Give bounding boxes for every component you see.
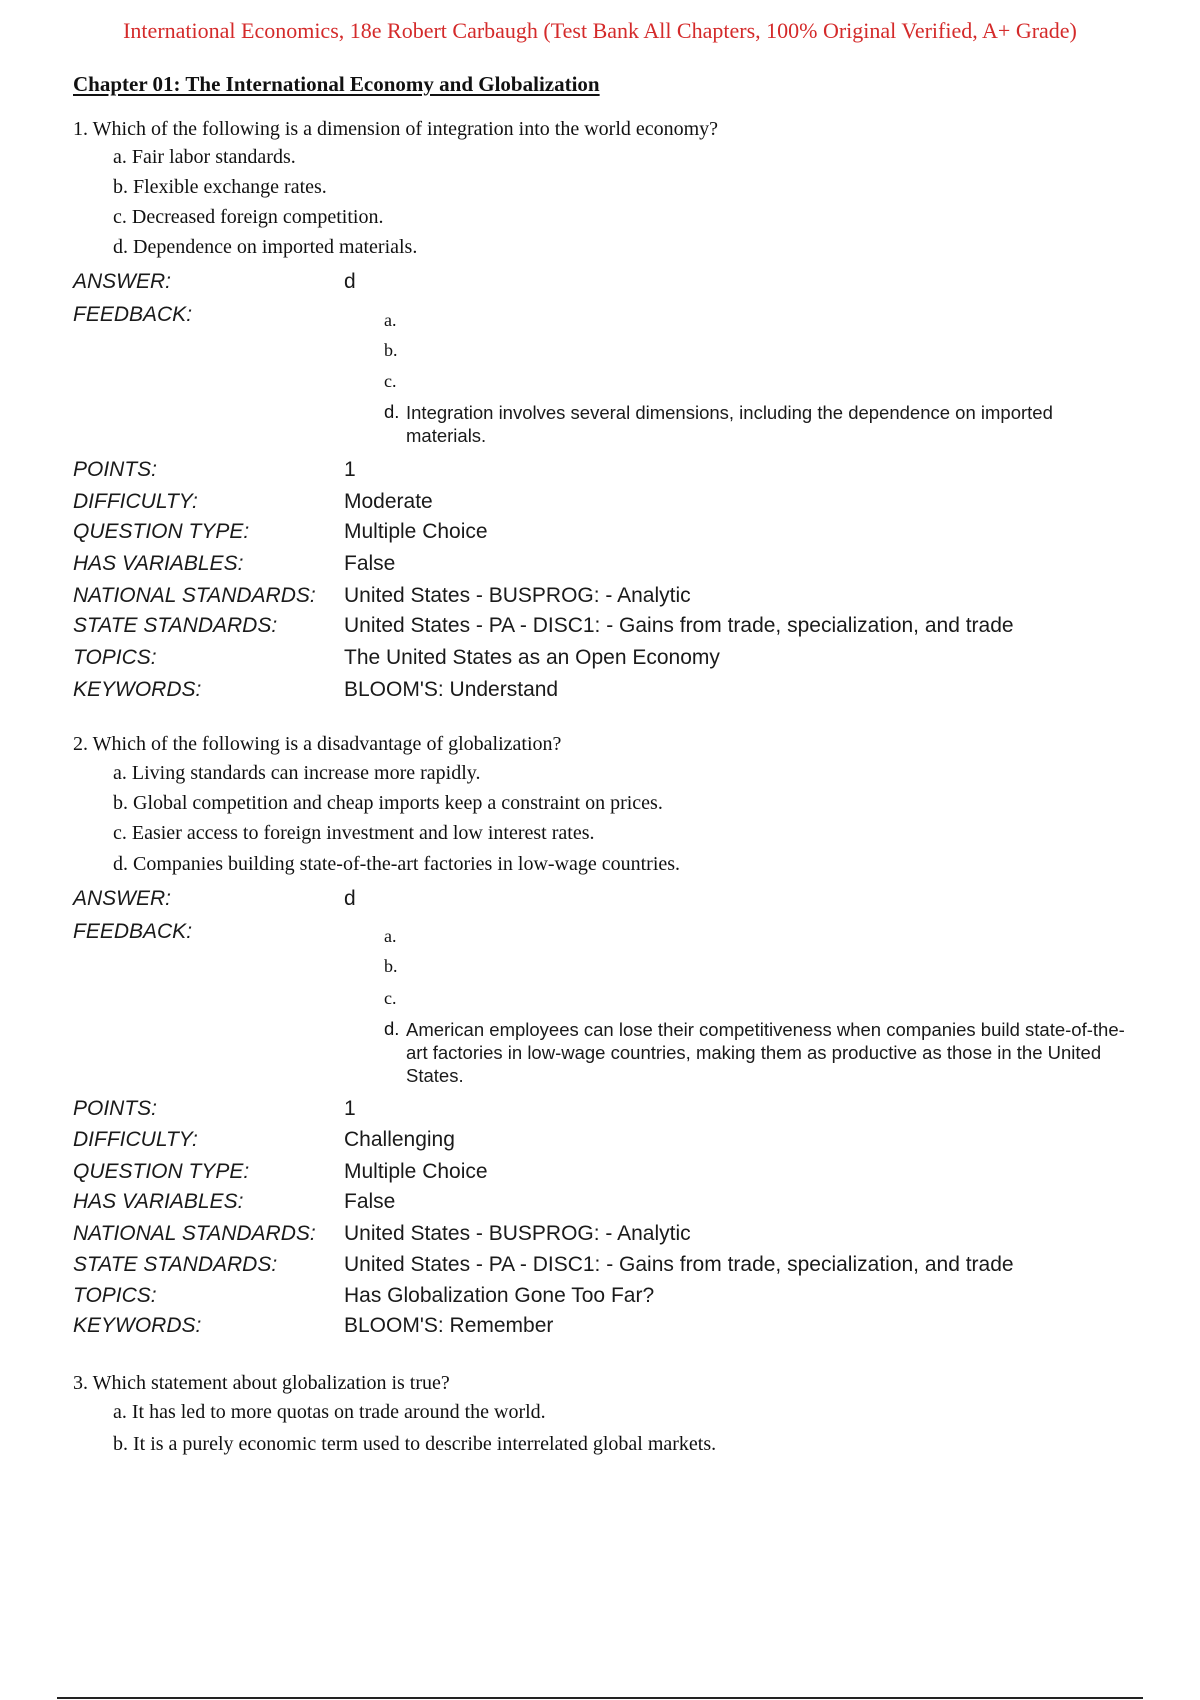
question-stem: 3. Which statement about globalization is true? [73,1372,450,1394]
question-type-label: QUESTION TYPE: [73,1160,250,1183]
difficulty-label: DIFFICULTY: [73,490,198,513]
feedback-text: American employees can lose their competitiveness when companies build state-of-the-art factories in low-wage countries, making them as productive as those in the United States. [406,1019,1125,1086]
feedback-letter-a: a. [384,310,397,330]
has-variables-value: False [344,1190,396,1213]
feedback-letter-d: d. [384,401,400,422]
feedback-letter-b: b. [384,340,398,360]
national-standards-label: NATIONAL STANDARDS: [73,584,316,607]
option-c: c. Easier access to foreign investment and low interest rates. [113,822,595,844]
option-b: b. It is a purely economic term used to describe interrelated global markets. [113,1433,717,1455]
state-standards-value: United States - PA - DISC1: - Gains from trade, specialization, and trade [344,1253,1014,1276]
points-value: 1 [344,458,356,481]
points-label: POINTS: [73,1097,158,1120]
question-stem: 2. Which of the following is a disadvantage of globalization? [73,733,562,755]
state-standards-value: United States - PA - DISC1: - Gains from trade, specialization, and trade [344,614,1014,637]
answer-value: d [344,887,356,910]
option-d: d. Dependence on imported materials. [113,236,418,258]
option-b: b. Global competition and cheap imports keep a constraint on prices. [113,792,663,814]
keywords-label: KEYWORDS: [73,1314,202,1337]
answer-value: d [344,270,356,293]
feedback-letter-a: a. [384,926,397,946]
option-d: d. Companies building state-of-the-art factories in low-wage countries. [113,853,681,875]
option-c: c. Decreased foreign competition. [113,206,384,228]
feedback-label: FEEDBACK: [73,303,193,326]
has-variables-label: HAS VARIABLES: [73,552,244,575]
state-standards-label: STATE STANDARDS: [73,1253,278,1276]
difficulty-value: Moderate [344,490,433,513]
points-label: POINTS: [73,458,158,481]
topics-value: Has Globalization Gone Too Far? [344,1284,655,1307]
difficulty-label: DIFFICULTY: [73,1128,198,1151]
has-variables-label: HAS VARIABLES: [73,1190,244,1213]
option-a: a. Fair labor standards. [113,146,296,168]
answer-label: ANSWER: [73,887,172,910]
difficulty-value: Challenging [344,1128,455,1151]
feedback-letter-c: c. [384,371,397,391]
question-stem: 1. Which of the following is a dimension of integration into the world economy? [73,118,719,140]
state-standards-label: STATE STANDARDS: [73,614,278,637]
option-b: b. Flexible exchange rates. [113,176,327,198]
points-value: 1 [344,1097,356,1120]
feedback-label: FEEDBACK: [73,920,193,943]
option-a: a. Living standards can increase more rapidly. [113,762,481,784]
footer-rule [57,1697,1143,1699]
has-variables-value: False [344,552,396,575]
feedback-letter-b: b. [384,956,398,976]
question-type-value: Multiple Choice [344,1160,488,1183]
question-type-label: QUESTION TYPE: [73,520,250,543]
topics-label: TOPICS: [73,646,157,669]
topics-value: The United States as an Open Economy [344,646,720,669]
feedback-letter-d: d. [384,1018,400,1039]
document-header: International Economics, 18e Robert Carbaugh (Test Bank All Chapters, 100% Original Verified, A+ Grade) [123,18,1077,43]
feedback-letter-c: c. [384,988,397,1008]
topics-label: TOPICS: [73,1284,157,1307]
national-standards-value: United States - BUSPROG: - Analytic [344,584,691,607]
keywords-value: BLOOM'S: Remember [344,1314,554,1337]
chapter-title: Chapter 01: The International Economy and Globalization [73,72,600,96]
feedback-text: Integration involves several dimensions, including the dependence on imported materials. [406,402,1053,446]
question-type-value: Multiple Choice [344,520,488,543]
answer-label: ANSWER: [73,270,172,293]
national-standards-label: NATIONAL STANDARDS: [73,1222,316,1245]
option-a: a. It has led to more quotas on trade around the world. [113,1401,546,1423]
national-standards-value: United States - BUSPROG: - Analytic [344,1222,691,1245]
keywords-label: KEYWORDS: [73,678,202,701]
keywords-value: BLOOM'S: Understand [344,678,559,701]
